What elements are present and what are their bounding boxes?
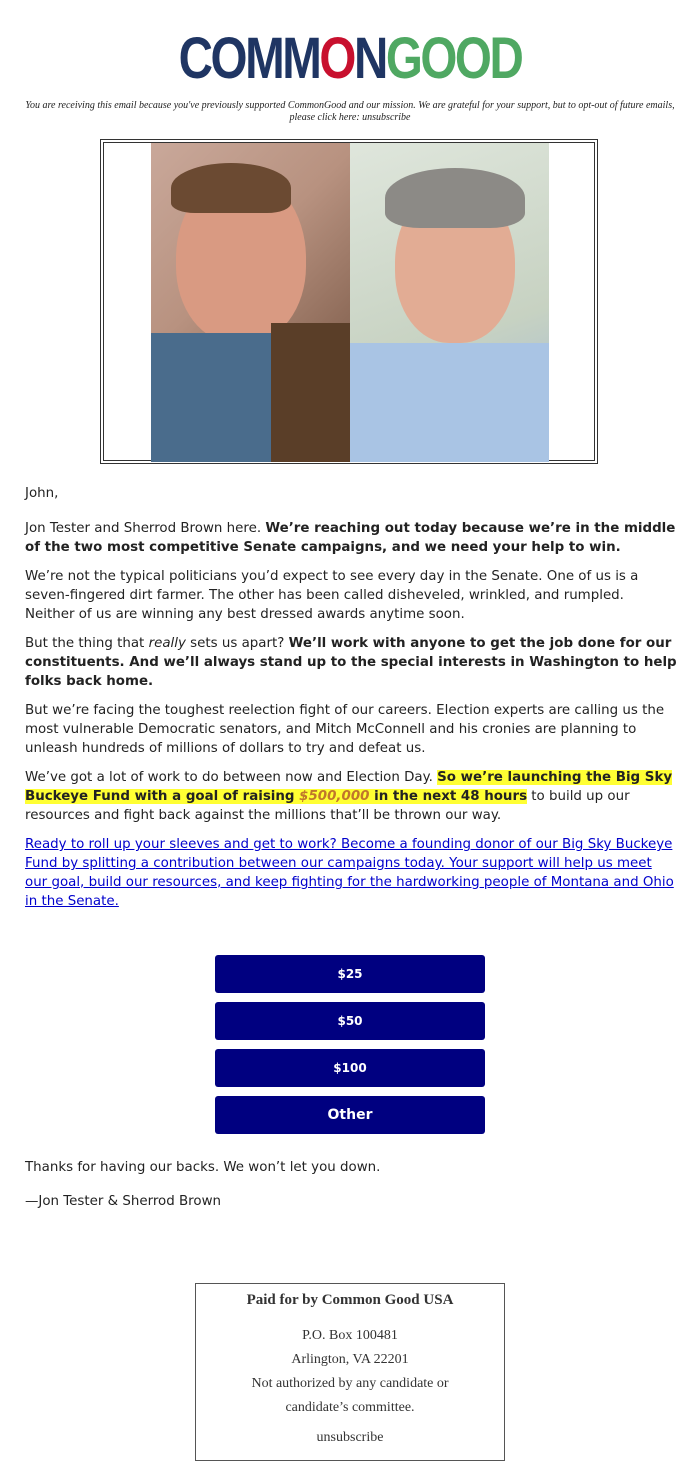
authorization-text: Not authorized by any candidate or — [251, 1376, 449, 1391]
donate-cta-link[interactable]: Ready to roll up your sleeves and get to work? Become a founding donor of our Big Sky Buckeye Fund by splitting a contribution between our campaigns today. Your support will help us meet our goal, build our resources, and keep fighting for the hardworking people of Montana and Ohio in the Senate. — [25, 837, 674, 909]
logo-text: N — [353, 26, 386, 91]
disclaimer-text: You are receiving this email because you've previously supported CommonGood and our mission. We are grateful for your support, but to opt-out of future emails, please click here: — [25, 100, 675, 123]
donation-buttons — [215, 955, 485, 1143]
photo-sherrod-brown — [350, 143, 549, 462]
footer-box — [195, 1283, 505, 1461]
authorization-text: candidate’s committee. — [285, 1400, 415, 1415]
greeting: John, — [25, 486, 59, 501]
highlight: So we’re launching the Big Sky Buckeye Fund with a goal of raising — [25, 770, 673, 804]
bold-text: We’ll work with anyone to get the job done for our constituents. And we’ll always stand up to the special interests in Washington to help folks back home. — [25, 636, 677, 689]
highlight: in the next 48 hours — [369, 789, 528, 804]
logo-text: GOOD — [385, 26, 522, 91]
logo-text: O — [319, 26, 354, 91]
donate-50-button[interactable]: $50 — [215, 1002, 485, 1040]
paragraph-5 — [25, 768, 677, 825]
text: to build up our resources and fight back against the millions that’ll be thrown our way. — [25, 789, 630, 823]
paid-for-by: Paid for by Common Good USA — [246, 1292, 454, 1308]
closing — [25, 1158, 380, 1226]
goal-amount: $500,000 — [299, 789, 370, 804]
paragraph-3 — [25, 634, 677, 691]
disclaimer — [25, 100, 675, 124]
city-state: Arlington, VA 22201 — [291, 1352, 409, 1367]
hero-image-frame — [100, 139, 598, 464]
logo-text: COMM — [178, 26, 320, 91]
photo-jon-tester — [151, 143, 350, 462]
donate-25-button[interactable]: $25 — [215, 955, 485, 993]
po-box: P.O. Box 100481 — [302, 1328, 398, 1343]
donate-100-button[interactable]: $100 — [215, 1049, 485, 1087]
thanks-text: Thanks for having our backs. We won’t let you down. — [25, 1160, 381, 1175]
email-body — [25, 484, 677, 921]
paragraph-2: We’re not the typical politicians you’d expect to see every day in the Senate. One of us is a seven-fingered dirt farmer. The other has been called disheveled, wrinkled, and rumpled. Neither of us are winning any best dressed awards anytime soon. — [25, 569, 639, 622]
bold-text: We’re reaching out today because we’re in the middle of the two most competitive Senate campaigns, and we need your help to win. — [25, 521, 676, 555]
paragraph-1 — [25, 519, 677, 557]
donate-other-button[interactable]: Other — [215, 1096, 485, 1134]
unsubscribe-link-top[interactable]: unsubscribe — [362, 112, 411, 123]
unsubscribe-link-footer[interactable]: unsubscribe — [316, 1430, 384, 1445]
text: But the thing that — [25, 636, 149, 651]
signature: —Jon Tester & Sherrod Brown — [25, 1194, 222, 1209]
commongood-logo — [63, 26, 637, 91]
text: Jon Tester and Sherrod Brown here. — [25, 521, 266, 536]
paragraph-4: But we’re facing the toughest reelection fight of our careers. Election experts are calling us the most vulnerable Democratic senators, and Mitch McConnell and his cronies are planning to unleash hundreds of millions of dollars to try and defeat us. — [25, 703, 665, 756]
text: We’ve got a lot of work to do between now and Election Day. — [25, 770, 438, 785]
text: sets us apart? — [185, 636, 289, 651]
emphasis: really — [148, 636, 186, 651]
